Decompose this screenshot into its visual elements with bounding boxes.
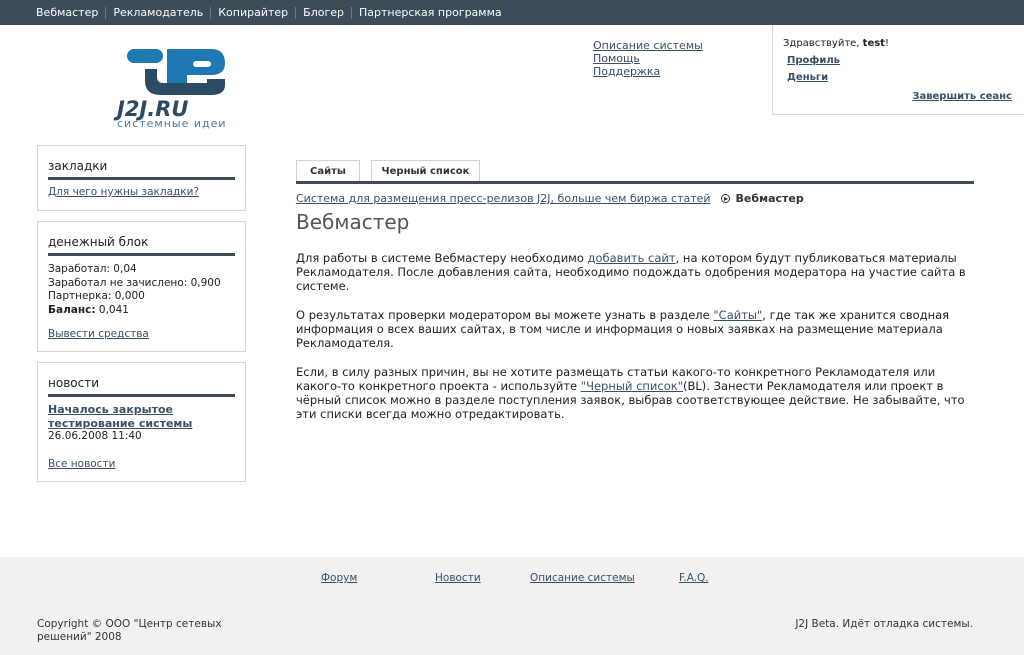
site-logo[interactable] [115,47,230,132]
footer-forum-link[interactable]: Форум [321,572,358,584]
footer-description-link[interactable]: Описание системы [530,572,635,584]
help-links [593,39,703,78]
profile-link[interactable]: Профиль [787,55,840,66]
sites-section-link[interactable]: "Сайты" [713,307,763,322]
add-site-link[interactable]: добавить сайт [587,251,676,265]
footer-news-link[interactable]: Новости [435,572,481,584]
news-item-date: 26.06.2008 11:40 [48,430,142,442]
balance-value: 0,041 [95,303,129,316]
support-link[interactable]: Поддержка [593,65,661,78]
earned-value: Заработал: 0,04 [48,263,137,275]
main-content [296,251,966,436]
topnav-partner-program[interactable]: Партнерская программа [351,7,509,19]
user-panel [772,25,1024,115]
money-box [37,221,246,352]
logo-mark-icon [127,47,227,99]
not-credited-value: Заработал не зачислено: 0,900 [48,276,221,289]
greeting [783,38,889,49]
topnav-webmaster[interactable]: Вебмастер [36,6,99,19]
bookmarks-divider [48,177,235,180]
balance-row [48,304,129,318]
p3-text-b: (BL). Занести Рекламодателя или проект в чёрный список можно в разделе поступления заявок, выбрав соответствующее действие. Не забывайте, что эти списки всегда можно отредактировать. [296,378,965,422]
greeting-text: Здравствуйте, [783,38,863,49]
balance-label: Баланс: [48,303,96,316]
logo-name: J2J.RU [117,97,189,121]
p1-text-a: Для работы в системе Вебмастеру необходимо [296,251,588,265]
news-box-divider [48,394,235,397]
help-link[interactable]: Помощь [593,52,640,65]
money-box-title: денежный блок [48,235,149,249]
tab-bar-divider [296,181,974,184]
logo-slogan: системные идеи [117,117,227,130]
topnav-advertiser[interactable]: Рекламодатель [105,7,210,19]
username: test [862,38,885,49]
p3-text-a: Если, в силу разных причин, вы не хотите размещать статьи какого-то конкретного Рекламодателя или какого-то конкретного проекта - используйте [296,364,936,393]
p2-text-b: , где так же хранится сводная информация о всех ваших сайтах, в том числе и информация о новых заявках на размещение материала Рекламодателя. [296,307,950,351]
bookmarks-title: закладки [48,159,108,173]
money-link[interactable]: Деньги [787,72,829,83]
news-item-title[interactable]: Началось закрытое тестирование системы [48,403,193,430]
money-box-divider [48,253,235,256]
top-navigation-bar [0,0,1024,25]
partner-value: Партнерка: 0,000 [48,290,145,302]
content-paragraph-3 [296,365,966,422]
logout-link[interactable]: Завершить сеанс [912,91,1012,102]
system-description-link[interactable]: Описание системы [593,39,703,52]
breadcrumb-arrow-icon [721,194,730,203]
copyright: Copyright © ООО "Центр сетевых решений" 2008 [37,618,222,643]
bookmarks-help-link[interactable]: Для чего нужны закладки? [48,186,200,198]
tab-blacklist[interactable]: Черный список [371,160,480,182]
p2-text-a: О результатах проверки модератором вы можете узнать в разделе [296,307,714,322]
p1-text-b: , на котором будут публиковаться материалы Рекламодателя. После добавления сайта, необходимо подождать одобрения модератора на участие сайта в системе. [296,251,966,294]
content-paragraph-1 [296,251,966,294]
all-news-link[interactable]: Все новости [48,458,116,470]
greeting-end: ! [884,38,889,49]
news-box [37,362,246,482]
footer [0,557,1024,655]
tab-sites[interactable]: Сайты [296,160,360,182]
blacklist-link[interactable]: "Черный список" [580,378,683,393]
breadcrumb-root-link[interactable]: Система для размещения пресс-релизов J2J, больше чем биржа статей [296,192,711,205]
content-paragraph-2 [296,308,966,351]
bookmarks-box [37,145,246,211]
breadcrumb [296,192,804,205]
breadcrumb-current: Вебмастер [735,192,804,205]
withdraw-link[interactable]: Вывести средства [48,328,149,340]
topnav-copywriter[interactable]: Копирайтер [210,7,295,19]
footer-faq-link[interactable]: F.A.Q. [679,572,709,584]
beta-notice: J2J Beta. Идёт отладка системы. [795,618,973,630]
topnav-blogger[interactable]: Блогер [295,7,351,19]
page-title: Вебмастер [296,210,410,234]
news-box-title: новости [48,376,99,390]
